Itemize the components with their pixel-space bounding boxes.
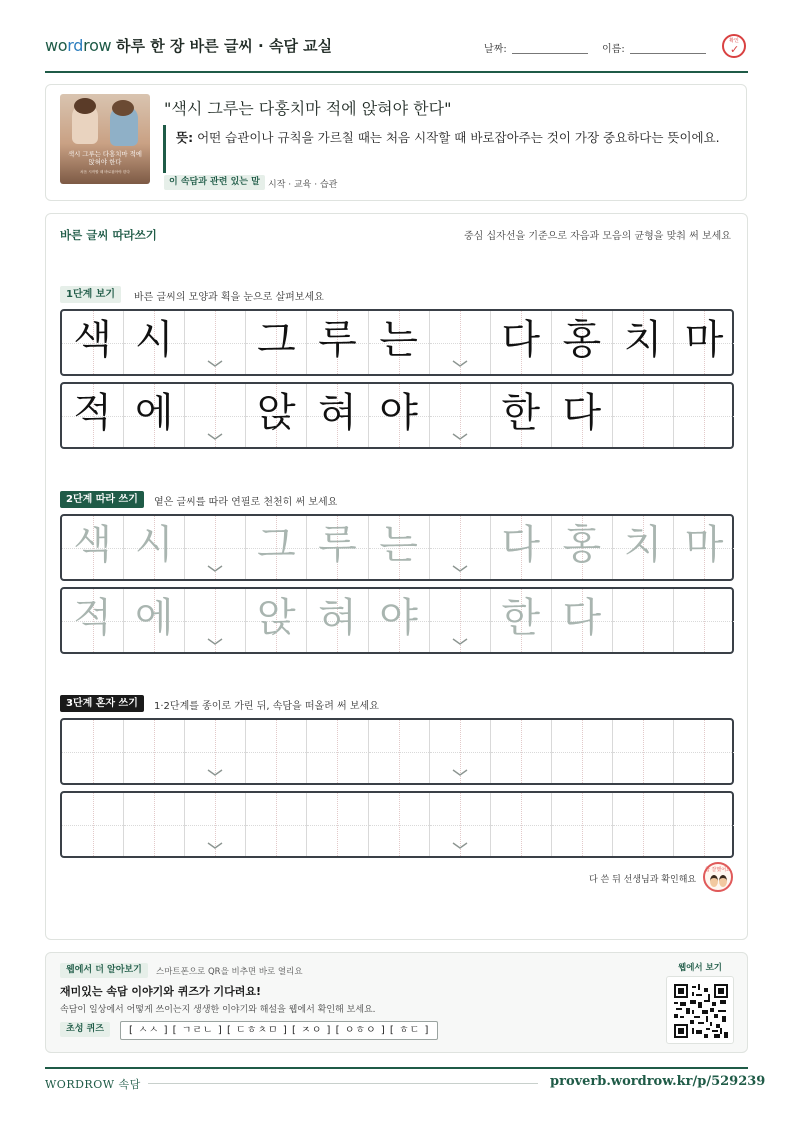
grid-cell[interactable] [306, 516, 367, 579]
grid-cell[interactable] [673, 720, 734, 783]
web-headline: 재미있는 속담 이야기와 퀴즈가 기다려요! [60, 985, 261, 998]
grid-glyph: 다 [562, 390, 602, 436]
space-mark-icon [450, 769, 464, 776]
grid-cell [368, 311, 429, 374]
grid-cell [612, 311, 673, 374]
initial-consonant-quiz: [ ㅅㅅ ] [ ㄱㄹㄴ ] [ ㄷㅎㅊㅁ ] [ ㅈㅇ ] [ ㅇㅎㅇ ] [ ㅎㄷ ] [120, 1021, 438, 1040]
grid-glyph: 시 [134, 522, 174, 568]
space-mark-icon [205, 433, 219, 440]
web-subtext: 속담이 일상에서 어떻게 쓰이는지 생생한 이야기와 해설을 웹에서 확인해 보세요. [60, 1005, 376, 1015]
header-divider [45, 71, 748, 73]
meaning-accent-bar [163, 125, 166, 173]
teacher-stamp-icon: 참 잘했어요 [703, 862, 733, 892]
grid-glyph: 혀 [318, 390, 357, 436]
proverb-meaning [176, 128, 736, 147]
meaning-text: 어떤 습관이나 규칙을 가르칠 때는 처음 시작할 때 바로잡아주는 것이 가장 중요하다는 뜻이에요. [197, 130, 720, 145]
grid-cell[interactable] [490, 516, 551, 579]
grid-cell [551, 311, 612, 374]
qr-label: 웹에서 보기 [678, 963, 723, 973]
check-note: 다 쓴 뒤 선생님과 확인해요 [589, 875, 697, 885]
grid-cell [123, 311, 184, 374]
grid-glyph: 그 [257, 522, 296, 568]
grid-cell [184, 311, 245, 374]
step3-row-2[interactable] [60, 791, 734, 858]
grid-glyph: 치 [623, 317, 663, 363]
grid-cell[interactable] [368, 589, 429, 652]
grid-cell [184, 384, 245, 447]
grid-cell[interactable] [368, 516, 429, 579]
footer-url[interactable]: proverb.wordrow.kr/p/529239 [550, 1074, 766, 1089]
grid-cell[interactable] [62, 516, 123, 579]
grid-cell[interactable] [429, 720, 490, 783]
grid-cell[interactable] [62, 720, 123, 783]
grid-cell[interactable] [184, 793, 245, 856]
web-badge: 웹에서 더 알아보기 [60, 963, 148, 978]
space-mark-icon [205, 842, 219, 849]
grid-cell [306, 311, 367, 374]
grid-glyph: 색 [73, 317, 112, 363]
grid-cell[interactable] [62, 793, 123, 856]
space-mark-icon [205, 565, 219, 572]
grid-glyph: 시 [134, 317, 174, 363]
step3-badge: 3단계 혼자 쓰기 [60, 695, 144, 712]
grid-cell[interactable] [612, 589, 673, 652]
grid-cell[interactable] [123, 793, 184, 856]
grid-glyph: 루 [318, 317, 357, 363]
grid-cell [62, 311, 123, 374]
grid-glyph: 홍 [562, 522, 602, 568]
web-hint: 스마트폰으로 QR을 비추면 바로 열리요 [156, 967, 303, 977]
grid-glyph: 다 [562, 595, 602, 641]
grid-cell [490, 384, 551, 447]
grid-glyph: 혀 [318, 595, 357, 641]
grid-cell[interactable] [673, 793, 734, 856]
page-title: 하루 한 장 바른 글씨 · 속담 교실 [116, 37, 333, 55]
name-field[interactable] [630, 53, 706, 54]
grid-cell [490, 311, 551, 374]
grid-cell [673, 384, 734, 447]
grid-cell[interactable] [429, 516, 490, 579]
grid-cell[interactable] [245, 720, 306, 783]
grid-cell[interactable] [368, 793, 429, 856]
grid-glyph: 에 [134, 595, 174, 641]
logo[interactable]: wordrow [45, 36, 112, 55]
grid-cell [551, 384, 612, 447]
grid-cell [245, 311, 306, 374]
grid-glyph: 야 [379, 595, 418, 641]
grid-cell [368, 384, 429, 447]
step2-description: 옅은 글씨를 따라 연필로 천천히 써 보세요 [154, 497, 338, 508]
grid-cell[interactable] [368, 720, 429, 783]
grid-cell [245, 384, 306, 447]
qr-code-icon[interactable] [666, 976, 734, 1044]
grid-cell[interactable] [123, 516, 184, 579]
grid-glyph: 다 [501, 522, 541, 568]
grid-cell [429, 384, 490, 447]
grid-cell[interactable] [245, 589, 306, 652]
practice-title: 바른 글씨 따라쓰기 [60, 228, 157, 242]
grid-glyph: 적 [73, 390, 112, 436]
step1-row-1 [60, 309, 734, 376]
footer-line [148, 1083, 538, 1084]
grid-cell[interactable] [306, 793, 367, 856]
grid-cell[interactable] [429, 589, 490, 652]
step1-badge: 1단계 보기 [60, 286, 121, 303]
grid-glyph: 야 [379, 390, 418, 436]
name-label: 이름: [602, 44, 625, 55]
date-field[interactable] [512, 53, 588, 54]
grid-cell[interactable] [673, 516, 734, 579]
grid-glyph: 색 [73, 522, 112, 568]
grid-cell [306, 384, 367, 447]
grid-glyph: 홍 [562, 317, 602, 363]
grid-cell[interactable] [673, 589, 734, 652]
grid-cell [429, 311, 490, 374]
grid-cell[interactable] [123, 720, 184, 783]
grid-glyph: 다 [501, 317, 541, 363]
quiz-badge: 초성 퀴즈 [60, 1022, 110, 1037]
step2-row-1[interactable] [60, 514, 734, 581]
grid-glyph: 루 [318, 522, 357, 568]
step2-row-2[interactable] [60, 587, 734, 654]
step2-badge: 2단계 따라 쓰기 [60, 491, 144, 508]
space-mark-icon [205, 360, 219, 367]
grid-cell[interactable] [551, 589, 612, 652]
grid-cell[interactable] [612, 720, 673, 783]
space-mark-icon [450, 638, 464, 645]
space-mark-icon [205, 638, 219, 645]
grid-cell [62, 384, 123, 447]
grid-cell[interactable] [490, 793, 551, 856]
grid-glyph: 마 [684, 317, 724, 363]
related-tags: 시작 · 교육 · 습관 [268, 180, 338, 190]
grid-cell[interactable] [612, 516, 673, 579]
step3-description: 1·2단계를 종이로 가린 뒤, 속담을 떠올려 써 보세요 [154, 701, 379, 712]
step1-description: 바른 글씨의 모양과 획을 눈으로 살펴보세요 [134, 292, 324, 303]
proverb-title: "색시 그루는 다홍치마 적에 앉혀야 한다" [164, 99, 452, 118]
practice-hint: 중심 십자선을 기준으로 자음과 모음의 균형을 맞춰 써 보세요 [464, 231, 731, 242]
grid-cell[interactable] [245, 516, 306, 579]
space-mark-icon [450, 433, 464, 440]
grid-cell[interactable] [551, 516, 612, 579]
grid-glyph: 한 [501, 595, 541, 641]
meaning-label: 뜻: [176, 130, 194, 145]
related-words-badge: 이 속담과 관련 있는 말 [164, 175, 265, 190]
grid-glyph: 는 [379, 317, 418, 363]
grid-cell [673, 311, 734, 374]
grid-cell[interactable] [490, 589, 551, 652]
grid-glyph: 치 [623, 522, 663, 568]
grid-cell[interactable] [551, 793, 612, 856]
grid-glyph: 앉 [257, 390, 296, 436]
date-label: 날짜: [484, 44, 507, 55]
grid-glyph: 에 [134, 390, 174, 436]
footer-brand: WORDROW 속담 [45, 1078, 141, 1091]
grid-cell[interactable] [184, 589, 245, 652]
grid-cell[interactable] [123, 589, 184, 652]
space-mark-icon [450, 842, 464, 849]
grid-cell[interactable] [184, 516, 245, 579]
grid-cell[interactable] [612, 793, 673, 856]
grid-cell[interactable] [306, 589, 367, 652]
grid-glyph: 한 [501, 390, 541, 436]
check-stamp-icon: 확인 ✓ [722, 34, 746, 58]
grid-glyph: 앉 [257, 595, 296, 641]
space-mark-icon [450, 565, 464, 572]
step3-row-1[interactable] [60, 718, 734, 785]
grid-cell[interactable] [62, 589, 123, 652]
grid-glyph: 그 [257, 317, 296, 363]
grid-cell[interactable] [429, 793, 490, 856]
step1-row-2 [60, 382, 734, 449]
grid-cell[interactable] [551, 720, 612, 783]
space-mark-icon [205, 769, 219, 776]
grid-glyph: 마 [684, 522, 724, 568]
grid-cell[interactable] [490, 720, 551, 783]
space-mark-icon [450, 360, 464, 367]
grid-cell[interactable] [306, 720, 367, 783]
footer-divider [45, 1067, 748, 1069]
grid-cell [123, 384, 184, 447]
grid-glyph: 적 [73, 595, 112, 641]
grid-cell [612, 384, 673, 447]
grid-glyph: 는 [379, 522, 418, 568]
grid-cell[interactable] [184, 720, 245, 783]
grid-cell[interactable] [245, 793, 306, 856]
proverb-illustration: 색시 그루는 다홍치마 적에 앉혀야 한다 처음 시작할 때 바로잡아야 한다 [60, 94, 150, 184]
